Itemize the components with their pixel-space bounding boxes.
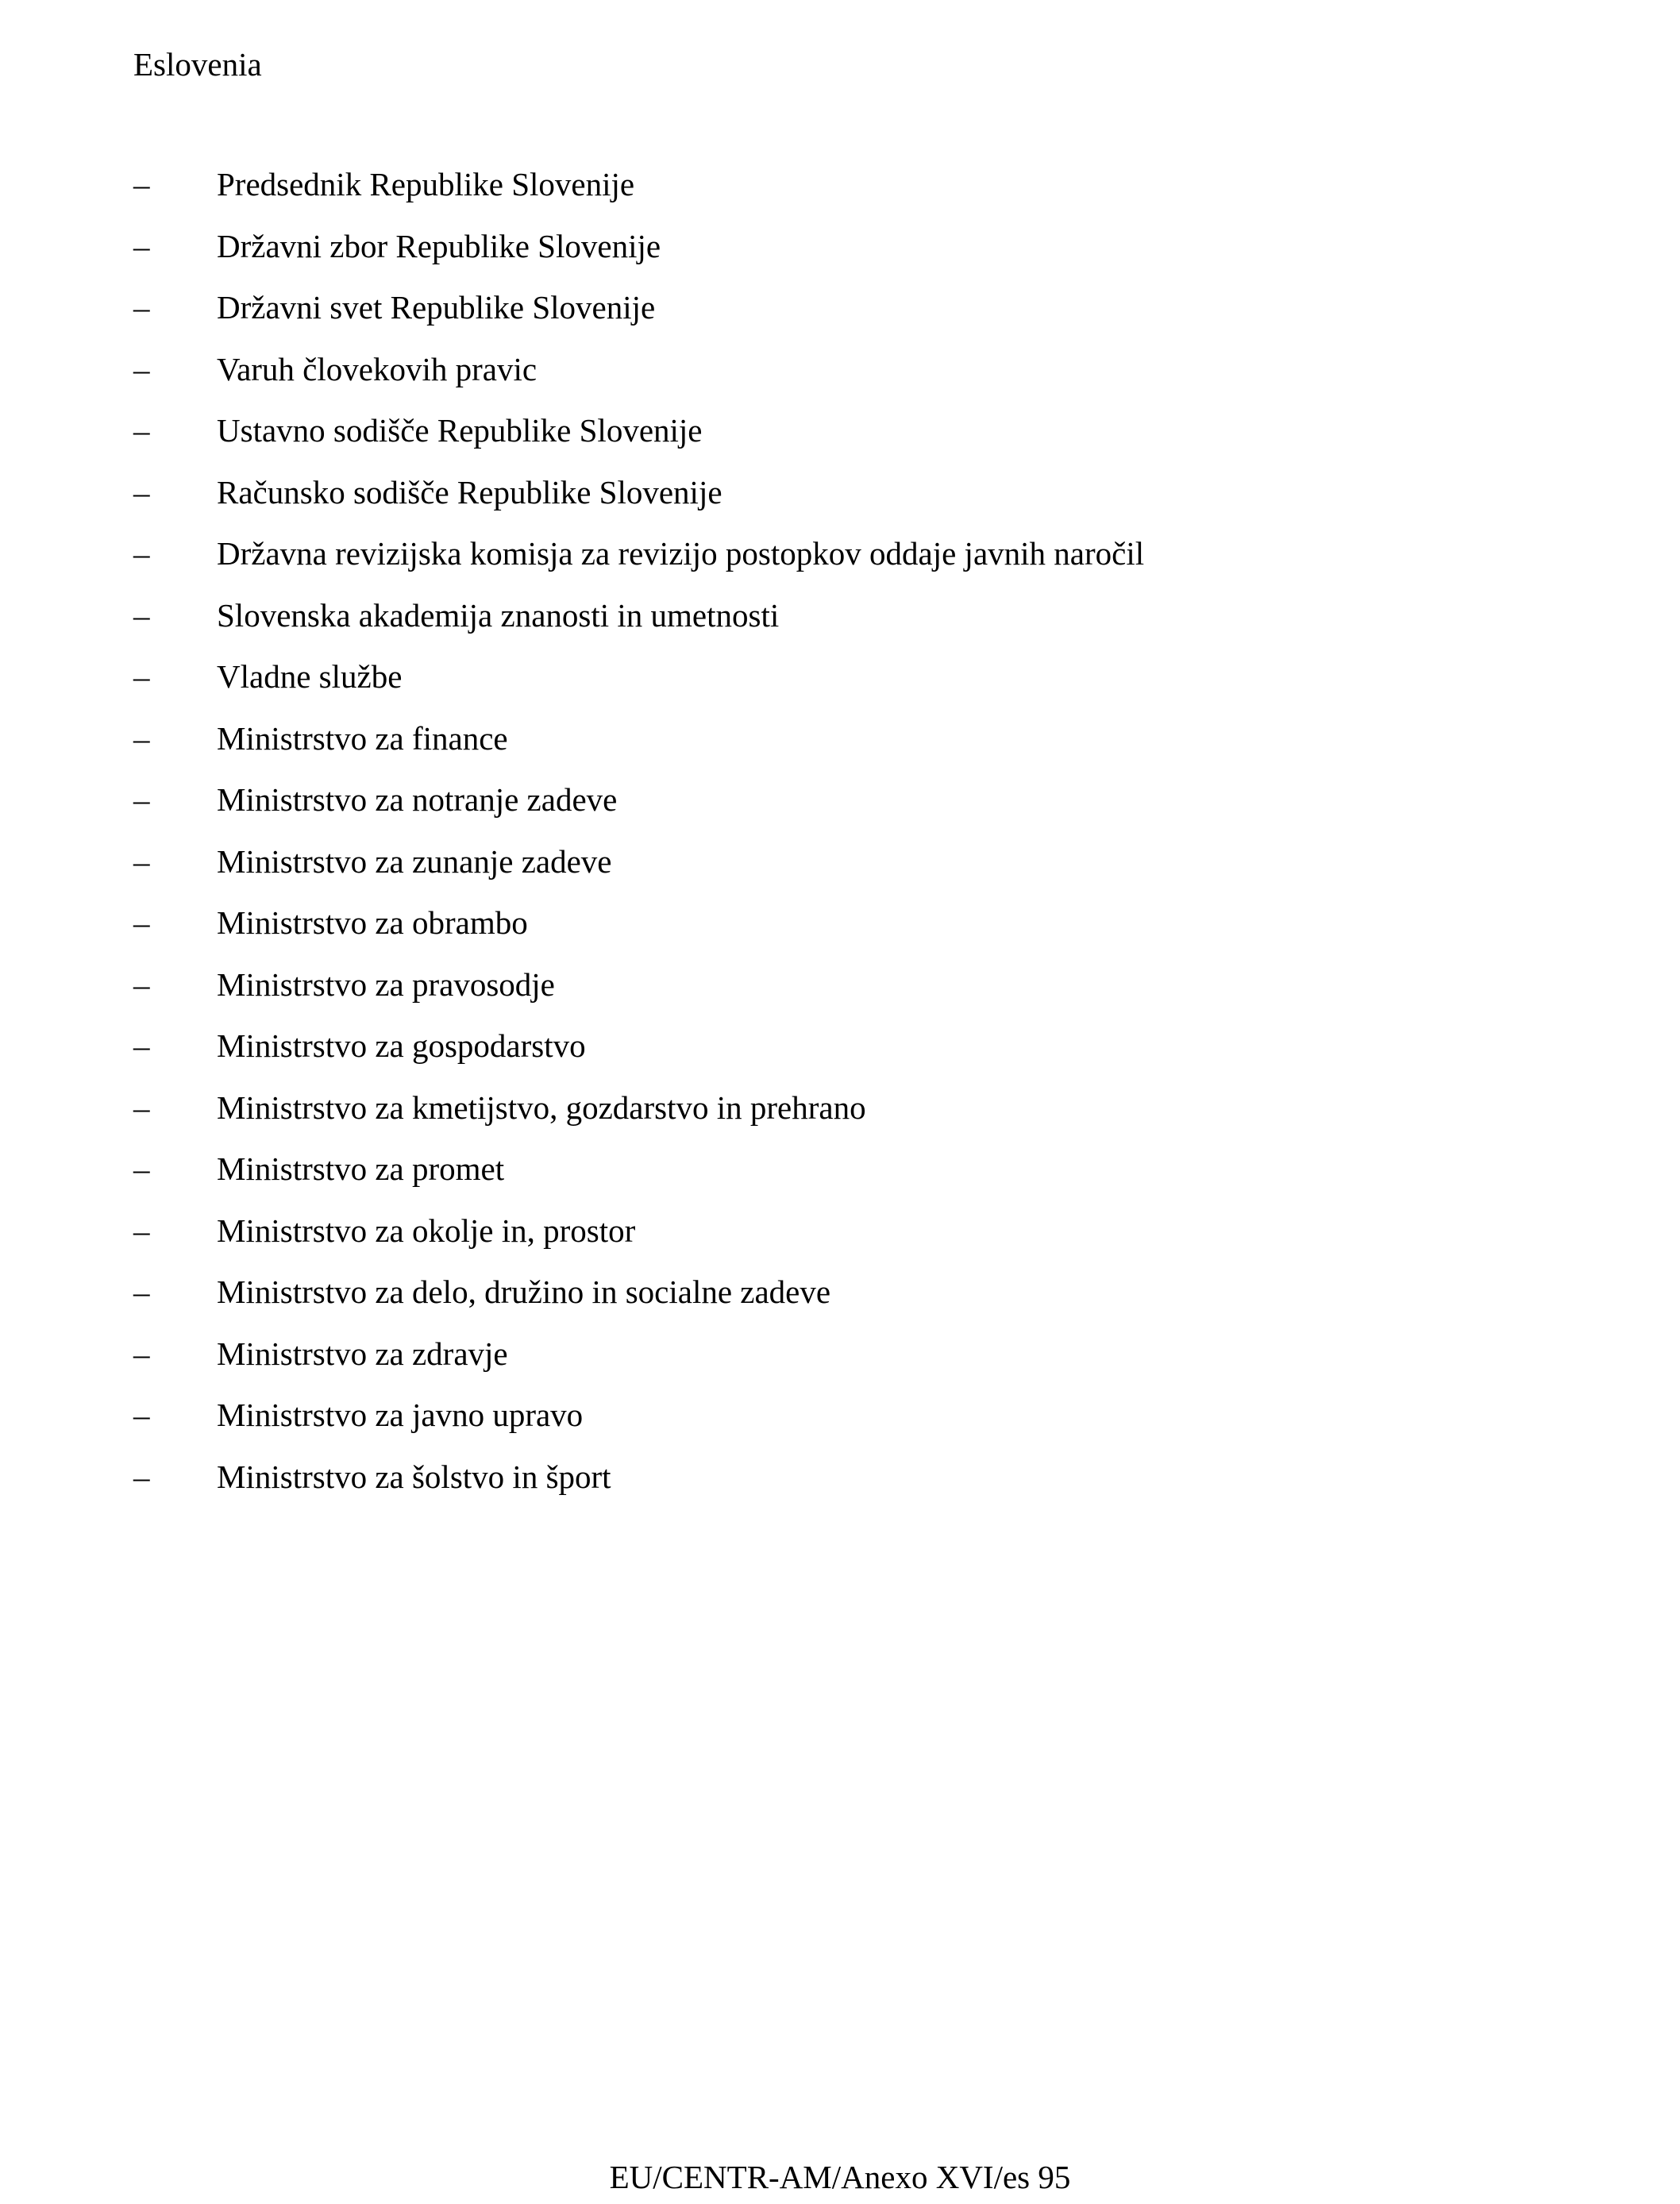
list-item [133, 349, 1144, 411]
list-item [133, 780, 1144, 842]
list-item-text: Varuh človekovih pravic [217, 350, 538, 387]
list-item-text: Ministrstvo za zdravje [217, 1335, 508, 1372]
list-item-text: Ministrstvo za kmetijstvo, gozdarstvo in prehrano [217, 1089, 866, 1126]
list-item [133, 534, 1144, 595]
list-item [133, 1088, 1144, 1150]
list-item [133, 965, 1144, 1027]
list-dash: – [133, 1089, 150, 1126]
list-dash: – [133, 658, 150, 695]
list-dash: – [133, 1150, 150, 1187]
list-item-text: Državna revizijska komisja za revizijo postopkov oddaje javnih naročil [217, 535, 1145, 572]
list-dash: – [133, 350, 150, 387]
list-item [133, 1149, 1144, 1211]
list-dash: – [133, 1212, 150, 1249]
list-item [133, 1272, 1144, 1334]
list-item [133, 595, 1144, 657]
list-item-text: Predsednik Republike Slovenije [217, 166, 635, 202]
list-item [133, 1211, 1144, 1273]
page-footer-reference: EU/CENTR-AM/Anexo XVI/es 95 [609, 2159, 1071, 2195]
list-item-text: Računsko sodišče Republike Slovenije [217, 473, 722, 511]
page-title: Eslovenia [133, 46, 262, 83]
list-dash: – [133, 1273, 150, 1310]
list-item [133, 1026, 1144, 1088]
list-item [133, 842, 1144, 904]
list-item-text: Ustavno sodišče Republike Slovenije [217, 412, 703, 449]
list-dash: – [133, 904, 150, 941]
list-dash: – [133, 596, 150, 634]
list-dash: – [133, 412, 150, 449]
list-item [133, 903, 1144, 965]
list-item [133, 657, 1144, 719]
list-dash: – [133, 473, 150, 511]
list-item-text: Ministrstvo za šolstvo in šport [217, 1458, 611, 1495]
list-item [133, 472, 1144, 534]
list-item-text: Ministrstvo za zunanje zadeve [217, 842, 612, 880]
list-dash: – [133, 965, 150, 1003]
list-item [133, 410, 1144, 472]
list-item-text: Državni svet Republike Slovenije [217, 289, 656, 326]
list-dash: – [133, 227, 150, 264]
list-item-text: Ministrstvo za gospodarstvo [217, 1027, 586, 1064]
list-item-text: Ministrstvo za obrambo [217, 904, 528, 941]
list-dash: – [133, 719, 150, 757]
list-dash: – [133, 1397, 150, 1433]
list-item [133, 226, 1144, 288]
list-dash: – [133, 1027, 150, 1064]
list-item [133, 1334, 1144, 1396]
list-item-text: Ministrstvo za delo, družino in socialne zadeve [217, 1273, 831, 1310]
list-item [133, 1395, 1144, 1457]
list-item [133, 287, 1144, 349]
list-item-text: Ministrstvo za javno upravo [217, 1397, 584, 1433]
entity-list [133, 164, 1144, 1518]
list-item-text: Slovenska akademija znanosti in umetnosti [217, 596, 780, 634]
list-item-text: Državni zbor Republike Slovenije [217, 227, 661, 264]
list-dash: – [133, 535, 150, 572]
list-item-text: Ministrstvo za pravosodje [217, 965, 555, 1003]
list-item-text: Ministrstvo za promet [217, 1150, 505, 1187]
list-dash: – [133, 1458, 150, 1495]
list-item-text: Ministrstvo za okolje in, prostor [217, 1212, 636, 1249]
list-item-text: Ministrstvo za finance [217, 719, 508, 757]
list-item [133, 164, 1144, 226]
list-item-text: Ministrstvo za notranje zadeve [217, 781, 618, 818]
list-dash: – [133, 289, 150, 326]
list-dash: – [133, 781, 150, 818]
list-item-text: Vladne službe [217, 658, 403, 695]
list-dash: – [133, 842, 150, 880]
list-item [133, 1457, 1144, 1519]
list-dash: – [133, 166, 150, 202]
list-item [133, 719, 1144, 780]
list-dash: – [133, 1335, 150, 1372]
